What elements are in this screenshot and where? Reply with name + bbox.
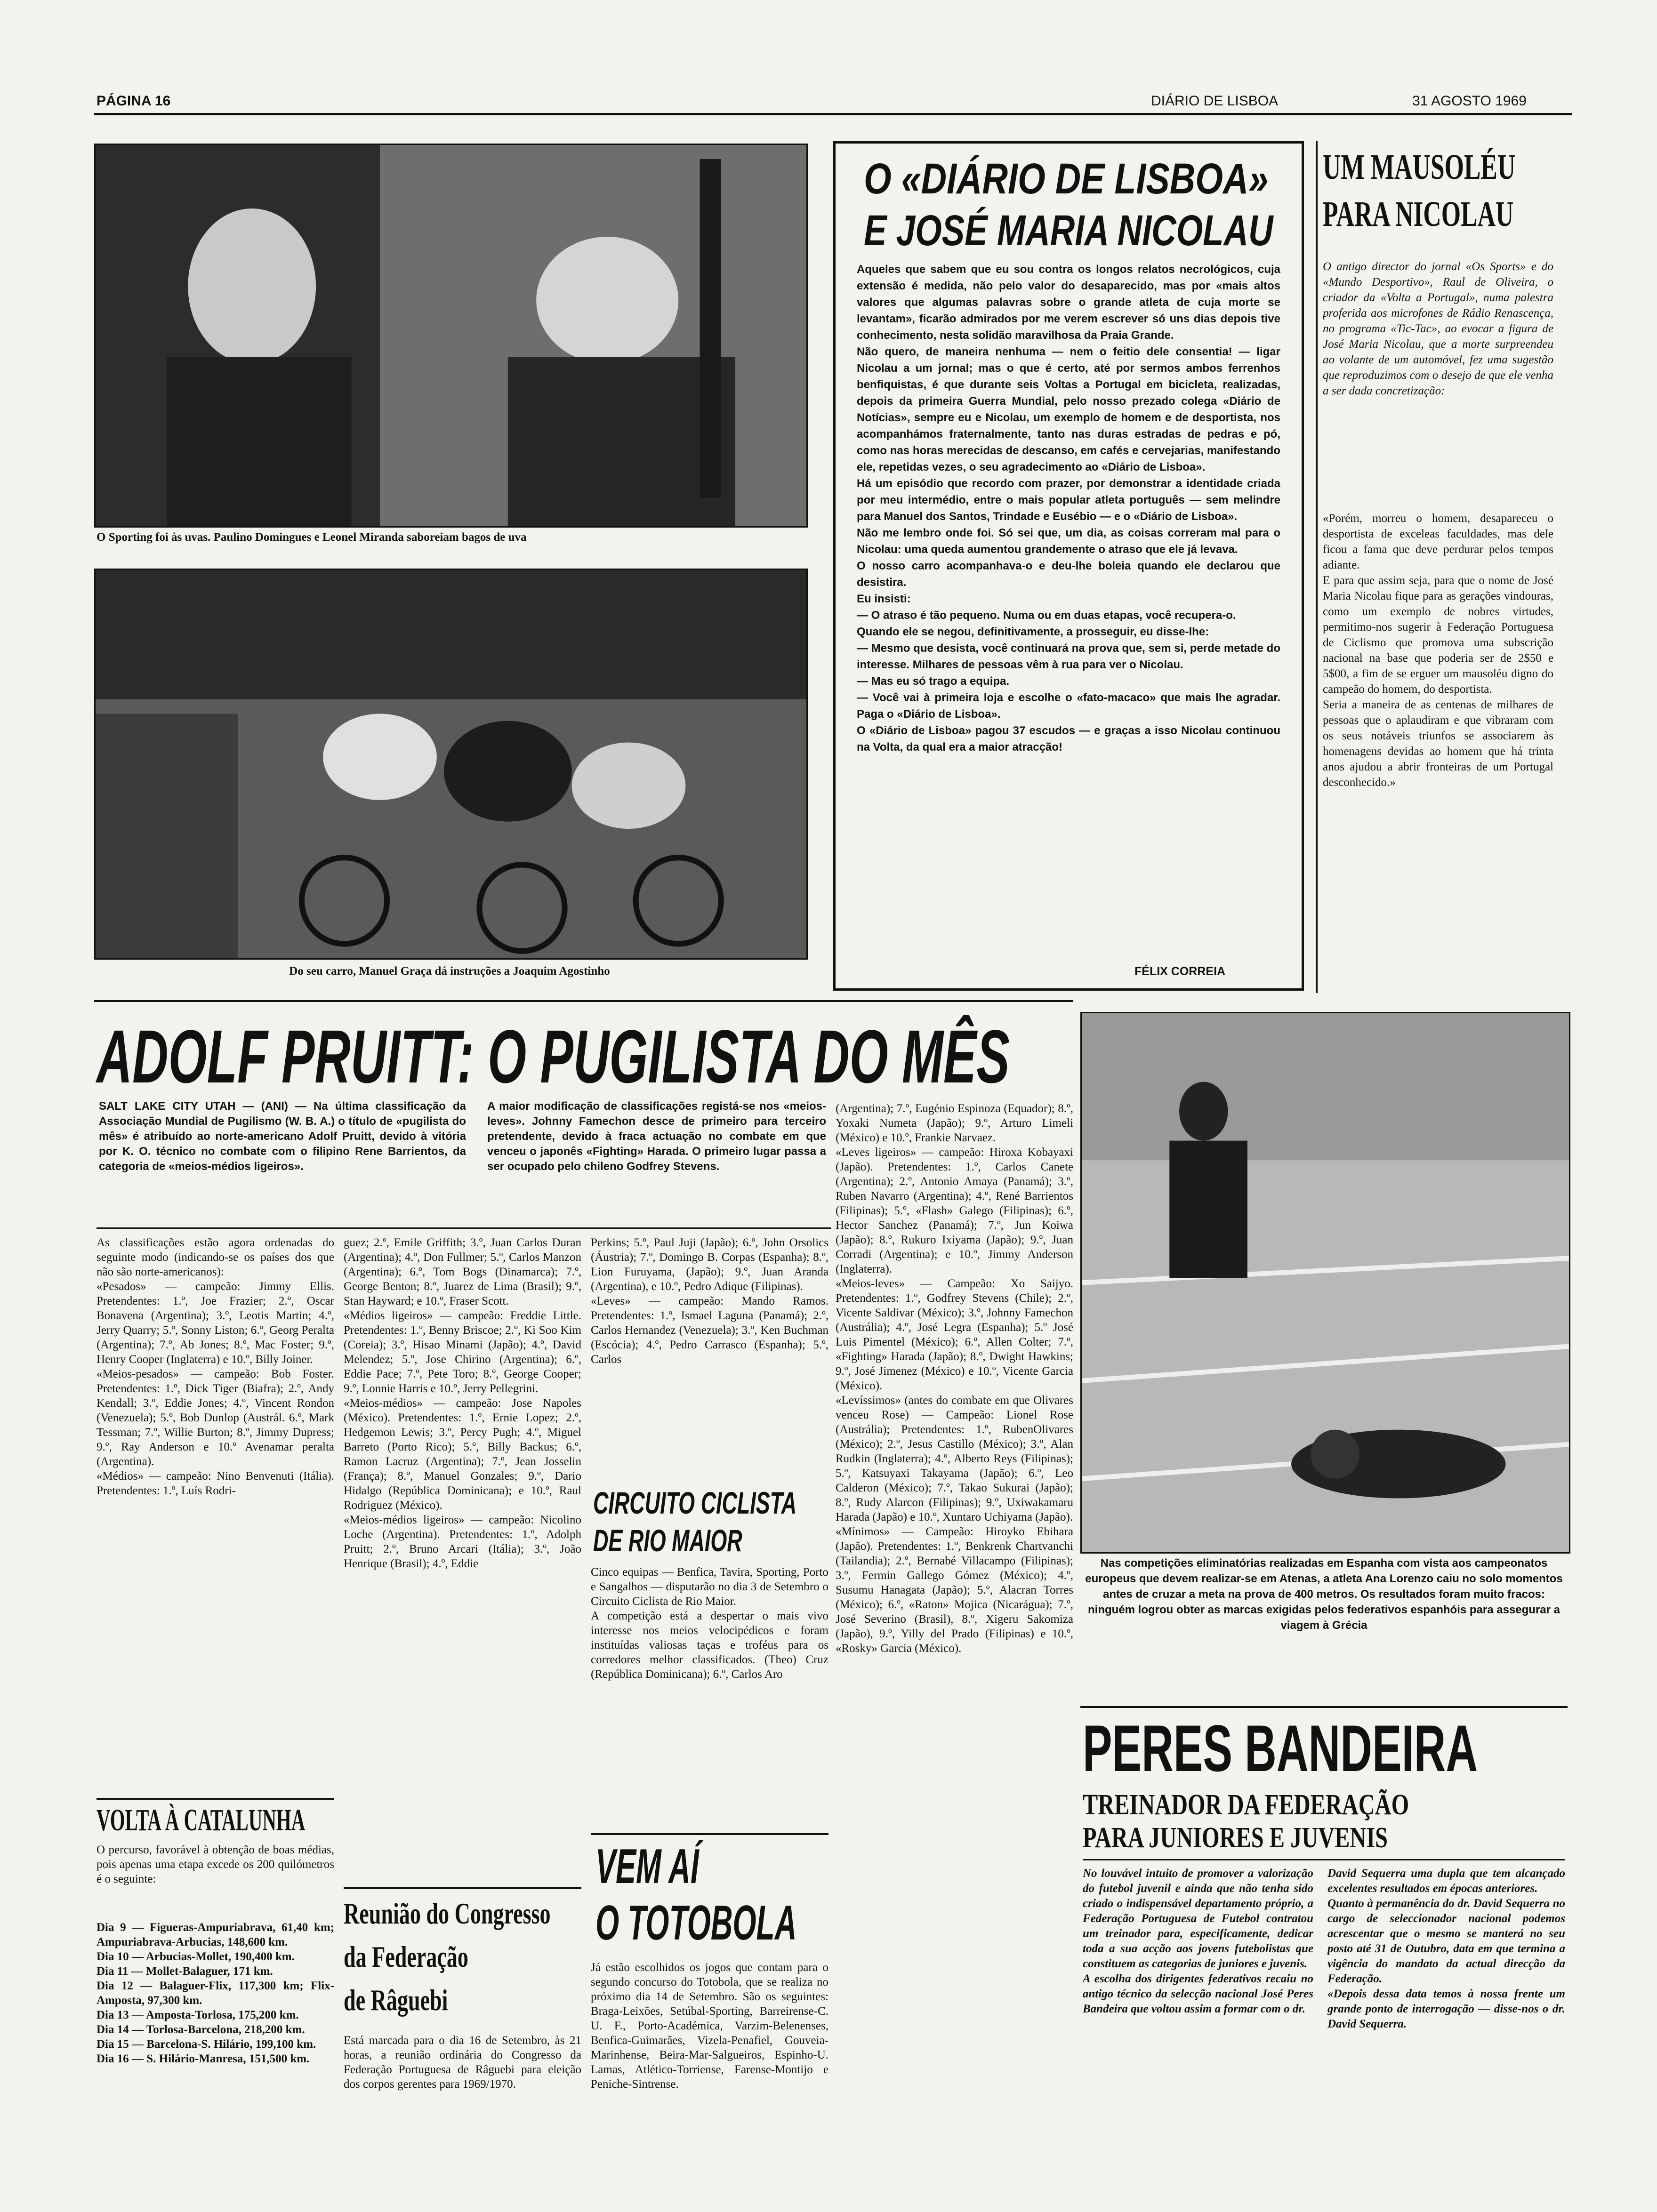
- catalunha-stage: Dia 16 — S. Hilário-Manresa, 151,500 km.: [97, 2052, 310, 2065]
- peres-subtitle-rule: [1083, 1859, 1565, 1860]
- page-number: PÁGINA 16: [97, 93, 171, 109]
- pruitt-col4: (Argentina); 7.º, Eugénio Espinoza (Equador); 8.º, Yoxaki Numeta (Japão); 9.º, Arturo Limeli (México) e 10.º, Frankie Narvaez. «Leves ligeiros» — campeão: Hiroxa Kobayaxi (Japão). Pretendentes: 1.º, Carlos Canete (Argentina); 2.º, Antonio Amaya (Panamá); 3.º, Ruben Navarro (Argentina); 4.º, René Barrientos (Filipinas); 5.º, «Flash» Galego (Filipinas); 6.º, Hector Sanchez (Panamá); 7.º, Jun Koiwa (Japão); 8.º, Rukuro Ixiyama (Japão); 9.º, Juan Corradi (Argentina); e 10.º, Jimmy Anderson (Inglaterra). «Meios-leves» — Campeão: Xo Saijyo. Pretendentes: 1.º, Godfrey Stevens (Chile); 2.º, Vicente Saldivar (México); 3.º, Johnny Famechon (Austrália); 4.º, José Legra (Espanha); 5.º José Luis Pimentel (México); 6.º, Allen Colter; 7.º, «Fighting» Harada (Japão); 8.º, Dwight Hawkins; 9.º, José Jimenez (México) e 10.º, Vicente Garcia (México). «Levíssimos» (antes do combate em que Olivares venceu Rose) — Campeão: Lionel Rose (Austrália); Pretendentes: 1.º, RubenOlivares (México); 2.º, Jesus Castillo (México); 3.º, Alan Rudkin (Inglaterra); 4.º, Alberto Reys (Filipinas); 5.º, Katsuyaxi Takayama (Japão); 6.º, Leo Calderon (México); 7.º, Takao Sukurai (Japão); 8.º, Rudy Alarcon (Filipinas); 9.º, Uxiwakamaru Harada (Japão) e 10.º, Xuntaro Uchiyama (Japão). «Mínimos» — Campeão: Hiroyko Ebihara (Japão). Pretendentes: 1.º, Benkrenk Chartvanchi (Tailandia); 2.º, Bernabé Villacampo (Filipinas); 3.º, Fermin Gallego Gómez (México); 4.º, Susumu Hanagata (Japão); 5.º, Alacran Torres (México); 6.º, «Raton» Mojica (Nicarágua); 7.º, José Severino (Brasil), 8.º, Xigeru Sakomiza (Japão), 9.º, Yilly del Prado (Filipinas) e 10.º, «Rosky» Garcia (México).: [836, 1102, 1073, 1655]
- mausoleu-body: «Porém, morreu o homem, desapareceu o desportista de exceleas faculdades, mas dele ficou a fama que deve perdurar pelos tempos adiante. E para que assim seja, para que o nome de José Maria Nicolau fique para as gerações vindouras, como um exemplo de nobres virtudes, permitimo-nos sugerir à Federação Portuguesa de Ciclismo que promova uma subscrição nacional na base que poderia ser de 2$50 e 5$00, a fim de se erguer um mausoléu digno do campeão do homem, do desportista. Seria a maneira de as centenas de milhares de pessoas que o aplaudiram e que vibraram com os seus notáveis triunfos se associarem às homenagens devidas ao homem que há trinta anos ajudou a abrir fronteiras de um Portugal desconhecido.»: [1323, 512, 1553, 789]
- column-divider: [1316, 141, 1318, 993]
- pruitt-lead-right: A maior modificação de classificações registá-se nos «meios-leves». Johnny Famechon desce de primeiro para terceiro pretendente, devido à fraca actuação no combate em que venceu o japonês «Fighting» Harada. O primeiro lugar passa a ser ocupado pelo chileno Godfrey Stevens.: [487, 1100, 826, 1173]
- catalunha-stage: Dia 13 — Amposta-Torlosa, 175,200 km.: [97, 2009, 299, 2021]
- raguebi-rule: [344, 1887, 581, 1889]
- right-photo-caption: Nas competições eliminatórias realizadas em Espanha com vista aos campeonatos europeus que devem realizar-se em Atenas, a atleta Ana Lorenzo caiu no solo momentos antes de cruzar a meta na prova de 400 metros. Os resultados foram muito fracos: ninguém logrou obter as marcas exigidas pelos federativos espanhóis para assegurar a viagem à Grécia: [1085, 1557, 1563, 1632]
- catalunha-title: VOLTA À CATALUNHA: [97, 1803, 306, 1837]
- peres-col1: No louvável intuito de promover a valorização do futebol juvenil e ainda que não tenha sido criado o indispensável departamento próprio, a Federação Portuguesa de Futebol contratou um treinador para, especificamente, dedicar toda a sua acção aos jovens futebolistas que constituem as categorias de juniores e juvenis. A escolha dos dirigentes federativos recaiu no antigo técnico da selecção nacional José Peres Bandeira que voltou assim a formar com o dr.: [1083, 1867, 1313, 2015]
- peres-subtitle-line2: PARA JUNIORES E JUVENIS: [1083, 1822, 1388, 1854]
- catalunha-stage: Dia 15 — Barcelona-S. Hilário, 199,100 km.: [97, 2038, 316, 2051]
- totobola-body: Já estão escolhidos os jogos que contam para o segundo concurso do Totobola, que se realiza no próximo dia 14 de Setembro. São os seguintes: Braga-Leixões, Setúbal-Sporting, Barreirense-C. U. F., Porto-Académica, Varzim-Belenenses, Benfica-Guimarães, Vizela-Penafiel, Gouveia-Marinhense, Beira-Mar-Salgueiros, Espinho-U. Lamas, Atlético-Torriense, Farense-Montijo e Peniche-Sintrense.: [591, 1961, 828, 2091]
- catalunha-rule: [97, 1798, 334, 1800]
- pruitt-col1: As classificações estão agora ordenadas do seguinte modo (indicando-se os países dos que não são norte-americanos): «Pesados» — campeão: Jimmy Ellis. Pretendentes: 1.º, Joe Frazier; 2.º, Oscar Bonavena (Argentina); 3.º, Leotis Martin; 4.º, Jerry Quarry; 5.º, Sonny Liston; 6.º, Georg Peralta (Argentina); 7.º, Ab Jones; 8.º, Mac Foster; 9.º, Henry Cooper (Inglaterra) e 10.º, Billy Joiner. «Meios-pesados» — campeão: Bob Foster. Pretendentes: 1.º, Dick Tiger (Biafra); 2.º, Andy Kendall; 3.º, Eddie Jones; 4.º, Vincent Rondon (Venezuela); 5.º, Bob Dunlop (Austrál. 6.º, Mark Tessman; 7.º, Willie Burton; 8.º, Jimmy Dupress; 9.º, Ray Anderson e 10.º Avenamar peralta (Argentina). «Médios» — campeão: Nino Benvenuti (Itália). Pretendentes: 1.º, Luís Rodri-: [97, 1236, 334, 1497]
- issue-date: 31 AGOSTO 1969: [1412, 93, 1527, 109]
- mausoleu-intro: O antigo director do jornal «Os Sports» e do «Mundo Desportivo», Raul de Oliveira, o criador da «Volta a Portugal», numa palestra proferida aos microfones de Rádio Renascença, no programa «Tic-Tac», ao evocar a figura de José Maria Nicolau, que a morte surpreendeu ao volante de um automóvel, fez uma sugestão que reproduzimos com o desejo de que ele venha a ser dada concretização:: [1323, 260, 1553, 397]
- totobola-title-line1: VEM AÍ: [595, 1839, 699, 1894]
- catalunha-stage-list: [97, 1920, 334, 2066]
- totobola-title-line2: O TOTOBOLA: [595, 1896, 797, 1950]
- pruitt-lead-left: SALT LAKE CITY UTAH — (ANI) — Na última classificação da Associação Mundial de Pugilismo (W. B. A.) o título de «pugilista do mês» é atribuído ao norte-americano Adolf Pruitt, devido à vitória por K. O. técnico no combate com o filipino Rene Barrientos, da categoria de «meios-médios ligeiros».: [99, 1100, 466, 1173]
- circuito-title-line1: CIRCUITO CICLISTA: [593, 1485, 797, 1520]
- pruitt-lead-rule: [97, 1227, 831, 1229]
- raguebi-title-line1: Reunião do Congresso: [344, 1897, 551, 1930]
- mausoleu-title-line1: UM MAUSOLÉU: [1323, 147, 1516, 187]
- mausoleu-title-line2: PARA NICOLAU: [1323, 194, 1514, 234]
- photo-cycling-peloton: [94, 569, 808, 960]
- pruitt-headline: ADOLF PRUITT: O PUGILISTA DO MÊS: [97, 1014, 1010, 1098]
- circuito-title-line2: DE RIO MAIOR: [593, 1523, 742, 1558]
- pruitt-col3: Perkins; 5.º, Paul Juji (Japão); 6.º, John Orsolics (Áustria); 7.º, Domingo B. Corpas (Espanha); 8.º, Lion Furuyama, (Japão); 9.º, Juan Aranda (Argentina), e 10.º, Pedro Adique (Filipinas). «Leves» — campeão: Mando Ramos. Pretendentes: 1.º, Ismael Laguna (Panamá); 2.º, Carlos Hernandez (Venezuela); 3.º, Ken Buchman (Escócia); 4.º, Pedro Carrasco (Espanha); 5.º, Carlos: [591, 1236, 828, 1366]
- raguebi-title-line2: da Federação: [344, 1940, 468, 1973]
- peres-rule: [1080, 1706, 1568, 1708]
- catalunha-stage: Dia 9 — Figueras-Ampuriabrava, 61,40 km; Ampuriabrava-Arbucias, 148,600 km.: [97, 1921, 334, 1948]
- peres-col2: David Sequerra uma dupla que tem alcançado excelentes resultados em épocas anteriores. Quanto à permanência do dr. David Sequerra no cargo de seleccionador nacional podemos acrescentar que o mesmo se manterá no seu posto até 31 de Outubro, data em que termina a vigência do mandato da actual direcção da Federação. «Depois dessa data temos à nossa frente um grande ponto de interrogação — disse-nos o dr. David Sequerra.: [1327, 1867, 1565, 2030]
- nicolau-article-body: Aqueles que sabem que eu sou contra os longos relatos necrológicos, cuja extensão é medida, não pelo valor do desaparecido, mas por «mais altos valores que algumas palavras sobre o grande atleta de cuja morte se levantam», ficarão admirados por me verem escrever só uns dias depois tive conhecimento, nesta solidão maravilhosa da Praia Grande. Não quero, de maneira nenhuma — nem o feitio dele consentia! — ligar Nicolau a um jornal; mas o que é certo, até por sermos ambos ferrenhos benfiquistas, é que durante seis Voltas a Portugal em bicicleta, realizadas, depois da primeira Guerra Mundial, pelo nosso prezado colega «Diário de Notícias», sempre eu e Nicolau, um exemplo de homem e de desportista, nos acompanhámos fraternalmente, tanto nas duras estradas de pedras e pó, como nas horas merecidas de descanso, em cafés e cervejarias, manifestando ele, repetidas vezes, o seu agradecimento ao «Diário de Lisboa». Há um episódio que recordo com prazer, por demonstrar a identidade criada por meu intermédio, entre o mais popular atleta português — sem melindre para Manuel dos Santos, Trindade e Eusébio — e o «Diário de Lisboa». Não me lembro onde foi. Só sei que, um dia, as coisas correram mal para o Nicolau: uma queda aumentou grandemente o atraso que ele já levava. O nosso carro acompanhava-o e deu-lhe boleia quando ele declarou que desistira. Eu insisti: — O atraso é tão pequeno. Numa ou em duas etapas, você recupera-o. Quando ele se negou, definitivamente, a prosseguir, eu disse-lhe: — Mesmo que desista, você continuará na prova que, sem si, perde metade do interesse. Milhares de pessoas vêm à rua para ver o Nicolau. — Mas eu só trago a equipa. — Você vai à primeira loja e escolhe o «fato-macaco» que mais lhe agradar. Paga o «Diário de Lisboa». O «Diário de Lisboa» pagou 37 escudos — e graças a isso Nicolau continuou na Volta, da qual era a maior atracção!: [857, 263, 1280, 753]
- catalunha-intro: O percurso, favorável à obtenção de boas médias, pois apenas uma etapa excede os 200 quilómetros é o seguinte:: [97, 1843, 334, 1885]
- raguebi-title-line3: de Râguebi: [344, 1983, 448, 2017]
- catalunha-stage: Dia 10 — Arbucias-Mollet, 190,400 km.: [97, 1950, 295, 1963]
- nicolau-article-author: FÉLIX CORREIA: [1134, 965, 1226, 978]
- header-rule: [94, 113, 1572, 115]
- pruitt-col2: guez; 2.º, Emile Griffith; 3.º, Juan Carlos Duran (Argentina); 4.º, Don Fullmer; 5.º, Carlos Manzon (Argentina); 6.º, Tom Bogs (Dinamarca); 7.º, George Benton; 8.º, Juarez de Lima (Brasil); 9.º, Stan Hayward; e 10.º, Fraser Scott. «Médios ligeiros» — campeão: Freddie Little. Pretendentes: 1.º, Benny Briscoe; 2.º, Ki Soo Kim (Coreia); 3.º, Hisao Minami (Japão); 4.º, David Melendez; 5.º, Jose Chirino (Argentina); 6.º, Eddie Pace; 7.º, Pete Toro; 8.º, George Cooper; 9.º, Lonnie Harris e 10.º, Jerry Pellegrini. «Meios-médios» — campeão: Jose Napoles (México). Pretendentes: 1.º, Ernie Lopez; 2.º, Hedgemon Lewis; 3.º, Percy Pugh; 4.º, Miguel Barreto (Porto Rico); 5.º, Billy Backus; 6.º, Ramon Lacruz (Argentina); 7.º, Jean Josselin (França); 8.º, Manuel Gonzales; 9.º, Dario Hidalgo (República Dominicana); e 10.º, Raul Rodriguez (México). «Meios-médios ligeiros» — campeão: Nicolino Loche (Argentina). Pretendentes: 1.º, Adolph Pruitt; 2.º, Bruno Arcari (Itália); 3.º, João Henrique (Brasil); 4.º, Eddie: [344, 1236, 581, 1570]
- circuito-body: Cinco equipas — Benfica, Tavira, Sporting, Porto e Sangalhos — disputarão no dia 3 de Setembro o Circuito Ciclista de Rio Maior. A competição está a despertar o mais vivo interesse nos meios velocipédicos e foram instituídas valiosas taças e troféus para os corredores melhor classificados. (Theo) Cruz (República Dominicana); 6.º, Carlos Aro: [591, 1566, 828, 1681]
- top-photo-caption: O Sporting foi às uvas. Paulino Domingues e Leonel Miranda saboreiam bagos de uva: [97, 531, 527, 544]
- photo-grape-eating: [94, 144, 808, 528]
- catalunha-stage: Dia 14 — Torlosa-Barcelona, 218,200 km.: [97, 2023, 305, 2036]
- middle-photo-caption: Do seu carro, Manuel Graça dá instruções a Joaquim Agostinho: [289, 965, 610, 978]
- nicolau-title-line1: O «DIÁRIO DE LISBOA»: [864, 155, 1269, 203]
- totobola-rule: [591, 1833, 828, 1835]
- peres-subtitle-line1: TREINADOR DA FEDERAÇÃO: [1083, 1789, 1409, 1821]
- catalunha-stage: Dia 12 — Balaguer-Flix, 117,300 km; Flix-Amposta, 97,300 km.: [97, 1980, 334, 2007]
- newspaper-name: DIÁRIO DE LISBOA: [1151, 93, 1279, 109]
- catalunha-stage: Dia 11 — Mollet-Balaguer, 171 km.: [97, 1965, 273, 1978]
- peres-title: PERES BANDEIRA: [1083, 1711, 1478, 1785]
- raguebi-body: Está marcada para o dia 16 de Setembro, às 21 horas, a reunião ordinária do Congresso da Federação Portuguesa de Râguebi para eleição dos corpos gerentes para 1969/1970.: [344, 2034, 581, 2091]
- nicolau-title-line2: E JOSÉ MARIA NICOLAU: [864, 207, 1273, 255]
- photo-athlete-fall: [1080, 1012, 1570, 1554]
- section-rule: [94, 1000, 1073, 1002]
